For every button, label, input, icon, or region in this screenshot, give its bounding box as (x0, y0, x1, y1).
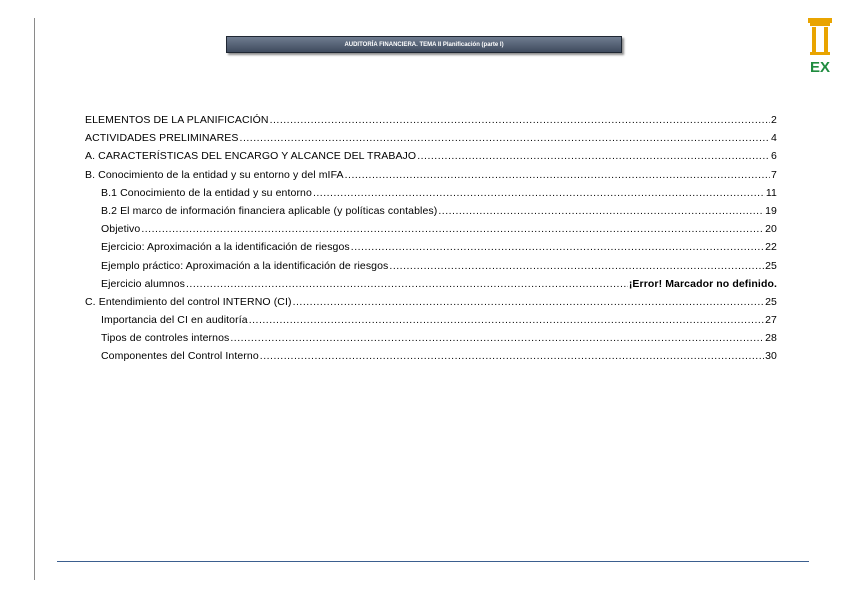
toc-entry-title: Ejemplo práctico: Aproximación a la identificación de riesgos (101, 259, 389, 272)
table-of-contents (85, 114, 777, 369)
toc-entry-title: ELEMENTOS DE LA PLANIFICACIÓN (85, 114, 269, 126)
toc-entry[interactable] (85, 150, 777, 168)
toc-dot-leader (186, 278, 628, 290)
logo-text: EX (809, 59, 831, 76)
toc-page-number: 7 (771, 168, 777, 181)
toc-page-number: 22 (765, 241, 777, 254)
toc-entry-title: Tipos de controles internos (101, 332, 230, 345)
toc-entry[interactable] (85, 296, 777, 314)
toc-entry[interactable] (85, 187, 777, 205)
header-title: AUDITORÍA FINANCIERA. TEMA II Planificación (parte I) (344, 42, 504, 48)
toc-entry[interactable] (85, 278, 777, 296)
toc-page-number: 11 (765, 186, 777, 199)
toc-entry-title: Ejercicio: Aproximación a la identificación de riesgos (101, 241, 350, 254)
footer-rule (57, 561, 809, 562)
toc-entry[interactable] (85, 332, 777, 350)
toc-dot-leader (293, 296, 765, 308)
toc-dot-leader (345, 169, 770, 181)
toc-page-number: 6 (771, 150, 777, 163)
toc-dot-leader (351, 241, 764, 253)
toc-entry[interactable] (85, 314, 777, 332)
toc-page-number: 30 (765, 350, 777, 363)
toc-entry[interactable] (85, 241, 777, 259)
toc-page-number: 4 (771, 132, 777, 145)
toc-entry-title: B.2 El marco de información financiera aplicable (y políticas contables) (101, 204, 438, 217)
toc-dot-leader (230, 332, 764, 344)
toc-dot-leader (313, 187, 765, 199)
toc-page-number: 2 (771, 114, 777, 126)
toc-error-message: ¡Error! Marcador no definido. (628, 277, 777, 290)
toc-page-number: 19 (765, 204, 777, 217)
left-margin-line (34, 18, 35, 580)
toc-entry[interactable] (85, 205, 777, 223)
toc-entry-title: B.1 Conocimiento de la entidad y su entorno (101, 186, 312, 199)
toc-page-number: 20 (765, 223, 777, 236)
document-header-banner (226, 36, 622, 53)
toc-entry-title: A. CARACTERÍSTICAS DEL ENCARGO Y ALCANCE DEL TRABAJO (85, 150, 417, 163)
toc-entry[interactable] (85, 169, 777, 187)
toc-entry-title: Ejercicio alumnos (101, 277, 185, 290)
toc-entry[interactable] (85, 114, 777, 132)
toc-entry-title: ACTIVIDADES PRELIMINARES (85, 132, 239, 145)
toc-dot-leader (389, 260, 764, 272)
toc-entry[interactable] (85, 132, 777, 150)
toc-entry[interactable] (85, 350, 777, 368)
toc-page-number: 27 (765, 314, 777, 327)
toc-dot-leader (141, 223, 764, 235)
toc-entry[interactable] (85, 223, 777, 241)
toc-entry-title: Componentes del Control Interno (101, 350, 259, 363)
toc-entry-title: C. Entendimiento del control INTERNO (CI) (85, 295, 292, 308)
toc-entry-title: B. Conocimiento de la entidad y su entorno y del mIFA (85, 168, 344, 181)
uex-logo (806, 16, 834, 78)
toc-dot-leader (240, 132, 771, 144)
toc-entry-title: Objetivo (101, 223, 141, 236)
toc-dot-leader (438, 205, 764, 217)
toc-page-number: 25 (765, 259, 777, 272)
toc-dot-leader (270, 114, 770, 126)
toc-entry-title: Importancia del CI en auditoría (101, 314, 248, 327)
toc-entry[interactable] (85, 260, 777, 278)
toc-dot-leader (260, 350, 764, 362)
toc-dot-leader (417, 150, 770, 162)
toc-dot-leader (249, 314, 764, 326)
toc-page-number: 25 (765, 295, 777, 308)
toc-page-number: 28 (765, 332, 777, 345)
